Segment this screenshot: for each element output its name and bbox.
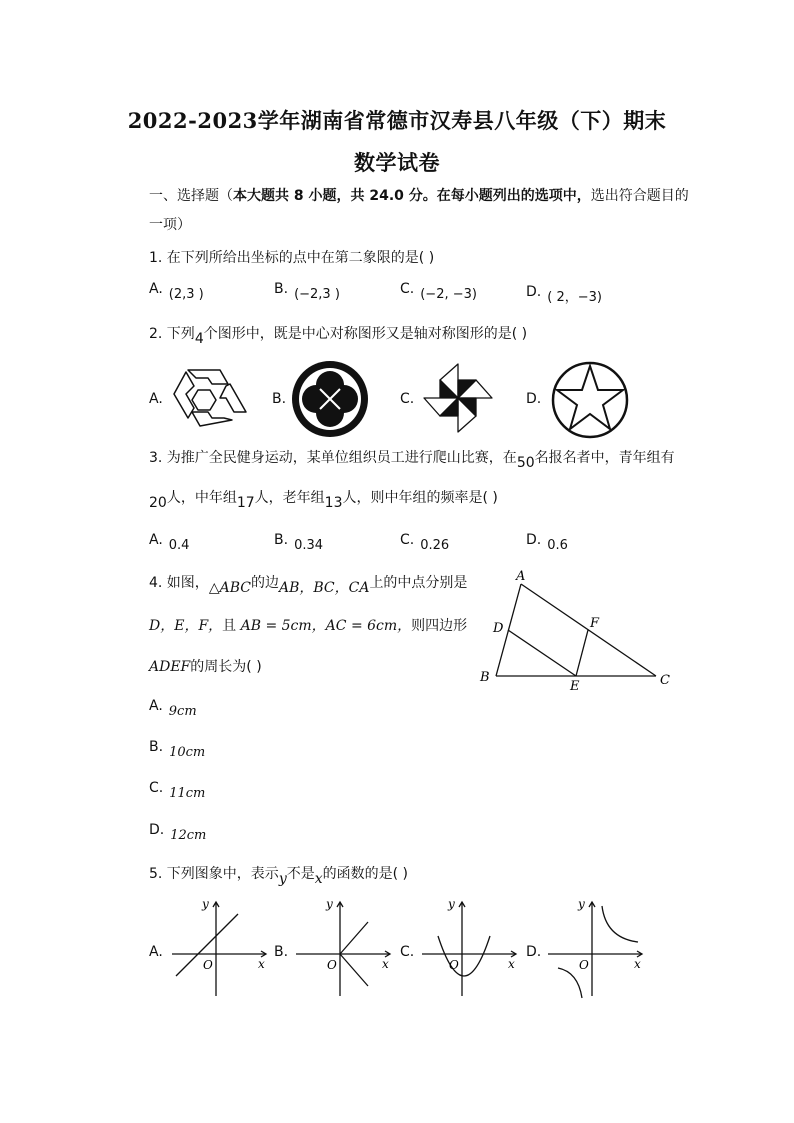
pinwheel-icon — [420, 360, 496, 436]
svg-text:O: O — [327, 958, 337, 972]
q1-option-b[interactable]: B. (−2,3 ) — [274, 281, 340, 302]
svg-text:y: y — [578, 897, 585, 911]
label-c: C — [660, 673, 670, 688]
q5-option-d[interactable]: D. — [526, 944, 542, 960]
label-a: A — [516, 569, 526, 584]
q2-option-d[interactable]: D. — [526, 391, 542, 407]
q4-option-a[interactable]: A. 9cm — [149, 698, 197, 719]
q5-option-b[interactable]: B. — [274, 944, 289, 960]
graph-a-line — [168, 896, 272, 1000]
question-3-stem-line2: 20人，中年组17人，老年组13人，则中年组的频率是( ) — [149, 490, 498, 511]
question-4-stem-line2: D，E，F，且 AB = 5cm，AC = 6cm，则四边形 — [149, 618, 468, 634]
svg-text:O: O — [579, 958, 589, 972]
svg-text:x: x — [258, 957, 265, 971]
label-e: E — [570, 679, 580, 694]
svg-text:y: y — [448, 897, 455, 911]
four-petal-circle-icon — [290, 359, 370, 439]
q1-option-a[interactable]: A. (2,3 ) — [149, 281, 204, 302]
svg-text:y: y — [326, 897, 333, 911]
svg-text:x: x — [634, 957, 641, 971]
q5-option-a[interactable]: A. — [149, 944, 163, 960]
q4-option-d[interactable]: D. 12cm — [149, 822, 207, 843]
question-5-stem: 5. 下列图象中，表示y不是x的函数的是( ) — [149, 866, 409, 887]
question-4-stem-line3: ADEF的周长为( ) — [149, 659, 262, 675]
graph-b-angle — [292, 896, 396, 1000]
question-3-stem: 3. 为推广全民健身运动，某单位组织员工进行爬山比赛，在50名报名者中，青年组有 — [149, 450, 675, 471]
q5-option-c[interactable]: C. — [400, 944, 415, 960]
q4-option-b[interactable]: B. 10cm — [149, 739, 206, 760]
question-1-stem: 1. 在下列所给出坐标的点中在第二象限的是( ) — [149, 250, 435, 266]
q1-option-d[interactable]: D. ( 2，−3) — [526, 284, 602, 305]
svg-text:x: x — [508, 957, 515, 971]
q1-option-c[interactable]: C. (−2, −3) — [400, 281, 477, 302]
q3-option-a[interactable]: A. 0.4 — [149, 532, 190, 553]
label-d: D — [493, 621, 504, 636]
section-heading-line2: 一项） — [149, 217, 191, 233]
svg-text:x: x — [382, 957, 389, 971]
q3-option-d[interactable]: D. 0.6 — [526, 532, 568, 553]
svg-text:O: O — [449, 958, 459, 972]
svg-text:y: y — [202, 897, 209, 911]
q2-option-b[interactable]: B. — [272, 391, 287, 407]
tri-arrow-shape-icon — [170, 360, 256, 436]
q2-option-a[interactable]: A. — [149, 391, 163, 407]
label-f: F — [590, 616, 600, 631]
page-subtitle: 数学试卷 — [354, 150, 440, 175]
label-b: B — [480, 670, 490, 685]
question-4-stem: 4. 如图，△ABC的边AB，BC，CA上的中点分别是 — [149, 575, 468, 596]
triangle-abc-figure — [476, 566, 676, 696]
graph-d-hyperbola — [544, 896, 648, 1000]
star-in-circle-icon — [548, 358, 632, 442]
graph-c-parabola — [418, 896, 522, 1000]
question-2-stem: 2. 下列4个图形中，既是中心对称图形又是轴对称图形的是( ) — [149, 326, 528, 347]
section-heading: 一、选择题（本大题共 8 小题，共 24.0 分。在每小题列出的选项中，选出符合题目的 — [149, 188, 689, 204]
q4-option-c[interactable]: C. 11cm — [149, 780, 206, 801]
page-title: 2022-2023学年湖南省常德市汉寿县八年级（下）期末 — [127, 108, 667, 133]
svg-text:O: O — [203, 958, 213, 972]
q3-option-c[interactable]: C. 0.26 — [400, 532, 450, 553]
q3-option-b[interactable]: B. 0.34 — [274, 532, 324, 553]
q2-option-c[interactable]: C. — [400, 391, 415, 407]
